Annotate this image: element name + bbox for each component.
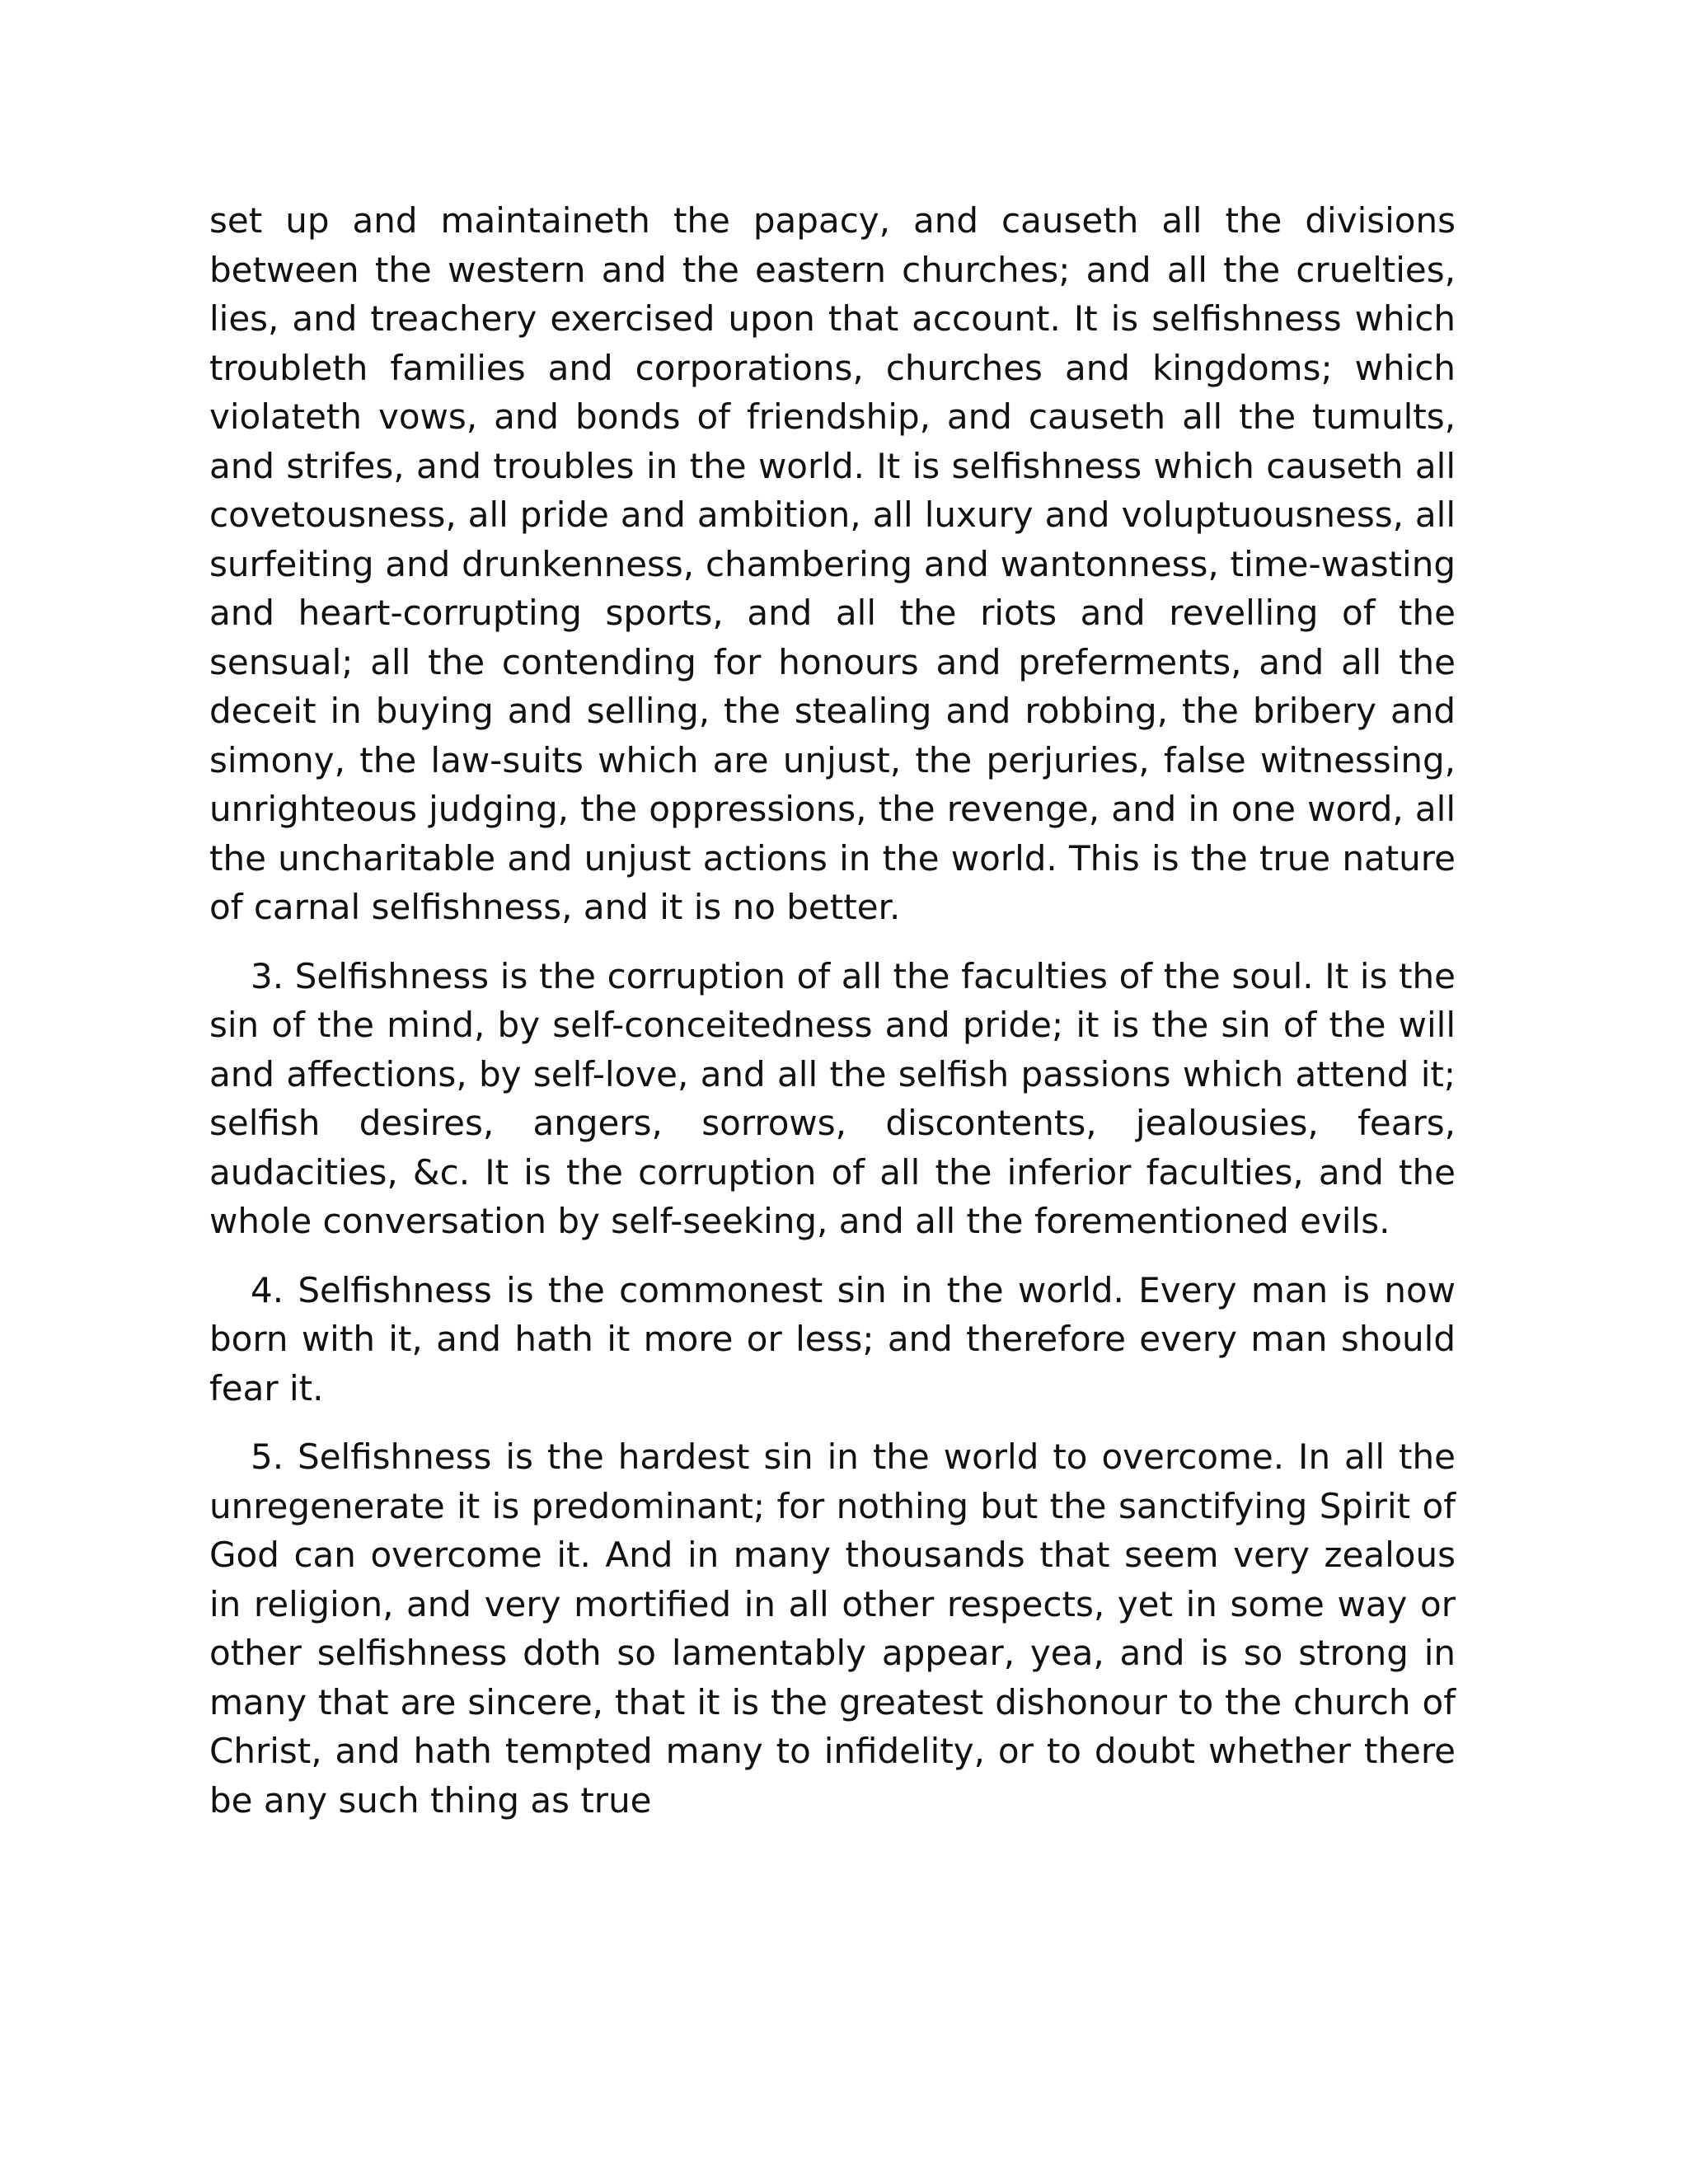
document-page xyxy=(209,196,1456,1844)
paragraph-point-3: 3. Selfishness is the corruption of all the faculties of the soul. It is the sin of the mind, by self-conceitedness and pride; it is the sin of the will and affections, by self-love, and all the selfish passions which attend it; selfish desires, angers, sorrows, discontents, jealousies, fears, audacities, &c. It is the corruption of all the inferior faculties, and the whole conversation by self-seeking, and all the forementioned evils. xyxy=(209,955,1456,1241)
paragraph-continuation: set up and maintaineth the papacy, and causeth all the divisions between the western and the eastern churches; and all the cruelties, lies, and treachery exercised upon that account. It is selfishness which troubleth families and corporations, churches and kingdoms; which violateth vows, and bonds of friendship, and causeth all the tumults, and strifes, and troubles in the world. It is selfishness which causeth all covetousness, all pride and ambition, all luxury and voluptuousness, all surfeiting and drunkenness, chambering and wantonness, time-wasting and heart-corrupting sports, and all the riots and revelling of the sensual; all the contending for honours and preferments, and all the deceit in buying and selling, the stealing and robbing, the bribery and simony, the law-suits which are unjust, the perjuries, false witnessing, unrighteous judging, the oppressions, the revenge, and in one word, all the uncharitable and unjust actions in the world. This is the true nature of carnal selfishness, and it is no better. xyxy=(209,200,1456,927)
paragraph-point-5: 5. Selfishness is the hardest sin in the world to overcome. In all the unregenerate it is predominant; for nothing but the sanctifying Spirit of God can overcome it. And in many thousands that seem very zealous in religion, and very mortified in all other respects, yet in some way or other selfishness doth so lamentably appear, yea, and is so strong in many that are sincere, that it is the greatest dishonour to the church of Christ, and hath tempted many to infidelity, or to doubt whether there be any such thing as true xyxy=(209,1436,1456,1821)
paragraph-point-4: 4. Selfishness is the commonest sin in the world. Every man is now born with it, and hath it more or less; and therefore every man should fear it. xyxy=(209,1269,1456,1408)
